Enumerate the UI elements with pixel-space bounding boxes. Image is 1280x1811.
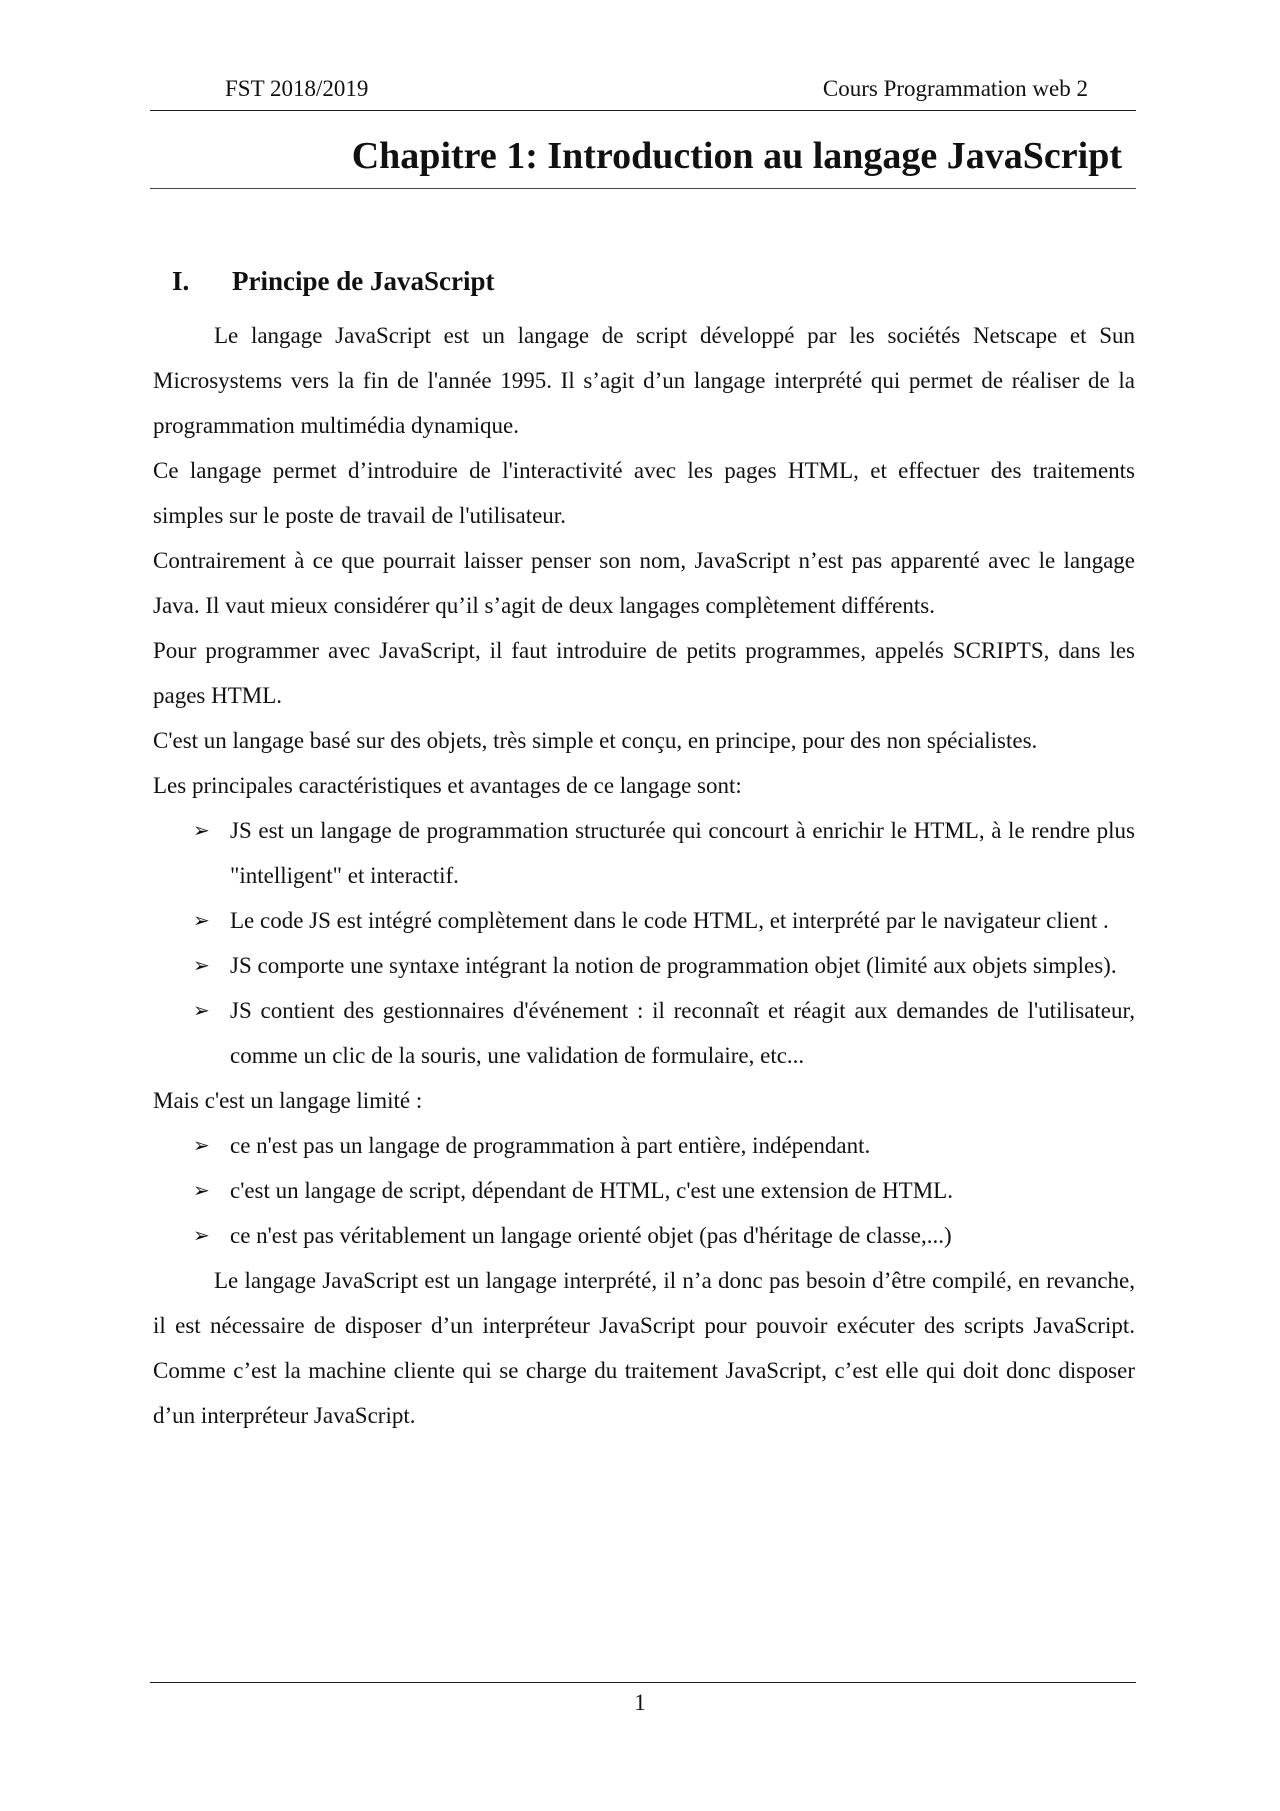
arrow-bullet-icon: ➢ — [193, 998, 210, 1022]
list-item: ➢ Le code JS est intégré complètement dans le code HTML, et interprété par le navigateur client . — [230, 898, 1135, 943]
paragraph: Contrairement à ce que pourrait laisser penser son nom, JavaScript n’est pas apparenté avec le langage Java. Il vaut mieux considérer qu’il s’agit de deux langages complètement différents. — [153, 548, 1135, 618]
arrow-bullet-icon: ➢ — [193, 1223, 210, 1247]
section-number: I. — [172, 266, 190, 296]
arrow-bullet-icon: ➢ — [193, 908, 210, 932]
list-item: ➢ JS comporte une syntaxe intégrant la notion de programmation objet (limité aux objets simples). — [230, 943, 1135, 988]
chapter-heading — [150, 134, 1136, 189]
paragraph: C'est un langage basé sur des objets, très simple et conçu, en principe, pour des non spécialistes. — [153, 728, 1038, 753]
body-text — [153, 313, 1135, 1438]
list-item: ➢ JS est un langage de programmation structurée qui concourt à enrichir le HTML, à le rendre plus "intelligent" et interactif. — [230, 808, 1135, 898]
list-item: ➢ JS contient des gestionnaires d'événement : il reconnaît et réagit aux demandes de l'utilisateur, comme un clic de la souris, une validation de formulaire, etc... — [230, 988, 1135, 1078]
paragraph: Pour programmer avec JavaScript, il faut introduire de petits programmes, appelés SCRIPTS, dans les pages HTML. — [153, 638, 1135, 708]
advantages-list — [153, 808, 1135, 1078]
paragraph: Le langage JavaScript est un langage interprété, il n’a donc pas besoin d’être compilé, en revanche, il est nécessaire de disposer d’un interpréteur JavaScript pour pouvoir exécuter des scripts JavaScript. Comme c’est la machine cliente qui se charge du traitement JavaScript, c’est elle qui doit donc disposer d’un interpréteur JavaScript. — [153, 1268, 1135, 1428]
header-course-title: Cours Programmation web 2 — [822, 76, 1088, 101]
page-header — [150, 74, 1136, 111]
limits-list — [153, 1123, 1135, 1258]
arrow-bullet-icon: ➢ — [193, 953, 210, 977]
list-item: ➢ c'est un langage de script, dépendant de HTML, c'est une extension de HTML. — [230, 1168, 1135, 1213]
paragraph: Ce langage permet d’introduire de l'interactivité avec les pages HTML, et effectuer des traitements simples sur le poste de travail de l'utilisateur. — [153, 458, 1135, 528]
footer-divider — [150, 1682, 1136, 1683]
list-item: ➢ ce n'est pas un langage de programmation à part entière, indépendant. — [230, 1123, 1135, 1168]
arrow-bullet-icon: ➢ — [193, 1133, 210, 1157]
page-number: 1 — [634, 1690, 646, 1715]
header-school-year: FST 2018/2019 — [225, 76, 369, 101]
paragraph: Mais c'est un langage limité : — [153, 1088, 423, 1113]
paragraph: Le langage JavaScript est un langage de script développé par les sociétés Netscape et Sun Microsystems vers la fin de l'année 1995. Il s’agit d’un langage interprété qui permet de réaliser de la programmation multimédia dynamique. — [153, 323, 1135, 438]
paragraph: Les principales caractéristiques et avantages de ce langage sont: — [153, 773, 742, 798]
list-item: ➢ ce n'est pas véritablement un langage orienté objet (pas d'héritage de classe,...) — [230, 1213, 1135, 1258]
section-title: Principe de JavaScript — [232, 266, 495, 296]
chapter-title: Chapitre 1: Introduction au langage JavaScript — [351, 135, 1122, 177]
section-heading — [172, 266, 494, 297]
arrow-bullet-icon: ➢ — [193, 818, 210, 842]
arrow-bullet-icon: ➢ — [193, 1178, 210, 1202]
